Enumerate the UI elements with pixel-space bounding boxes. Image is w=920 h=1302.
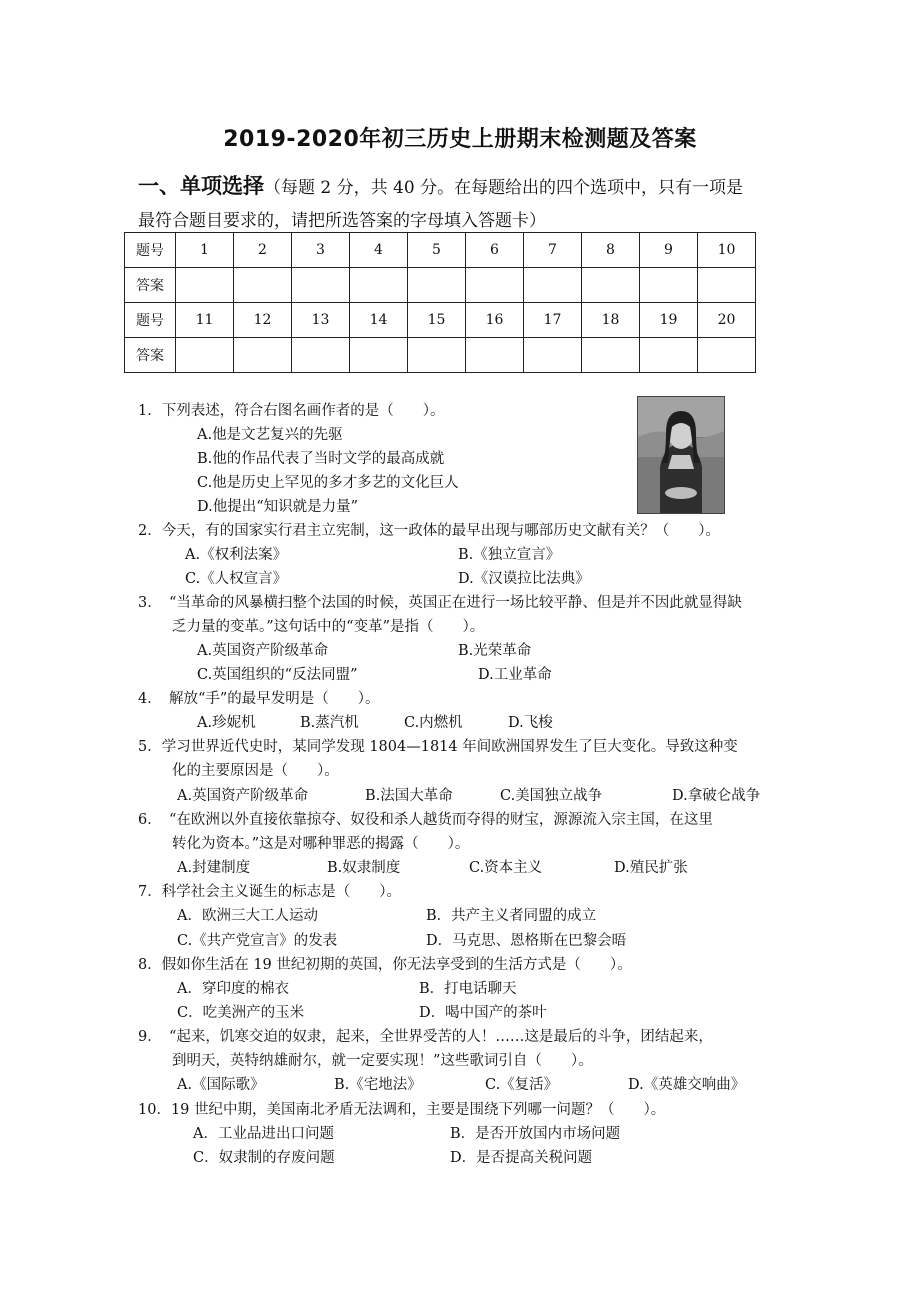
answer-cell[interactable]: [524, 268, 582, 303]
question-1-stem: 1．下列表述，符合右图名画作者的是（ ）。: [138, 403, 445, 419]
answer-cell[interactable]: [698, 338, 756, 373]
question-5-stem: 5．学习世界近代史时，某同学发现 1804—1814 年间欧洲国界发生了巨大变化。导致这种变: [138, 739, 738, 755]
question-7-option-a: A．欧洲三大工人运动: [177, 908, 318, 924]
row-label-number: 题号: [125, 233, 176, 268]
answer-cell[interactable]: [466, 268, 524, 303]
question-9-stem: 9． “起来，饥寒交迫的奴隶，起来，全世界受苦的人！……这是最后的斗争，团结起来，: [138, 1029, 713, 1045]
row-label-answer: 答案: [125, 338, 176, 373]
question-3-option-d: D.工业革命: [478, 667, 552, 683]
question-6-option-a: A.封建制度: [177, 860, 251, 876]
q-number-cell: 10: [698, 233, 756, 268]
q-number-cell: 14: [350, 303, 408, 338]
question-7-stem: 7．科学社会主义诞生的标志是（ ）。: [138, 884, 401, 900]
question-6-option-d: D.殖民扩张: [614, 860, 688, 876]
instruction-line-2: 最符合题目要求的，请把所选答案的字母填入答题卡）: [138, 211, 546, 231]
question-4-option-c: C.内燃机: [404, 715, 463, 731]
answer-cell[interactable]: [408, 268, 466, 303]
q-number-cell: 5: [408, 233, 466, 268]
answer-cell[interactable]: [582, 338, 640, 373]
q-number-cell: 2: [234, 233, 292, 268]
answer-cell[interactable]: [176, 268, 234, 303]
q-number-cell: 9: [640, 233, 698, 268]
question-9-option-a: A.《国际歌》: [177, 1077, 265, 1093]
question-5-stem-continued: 化的主要原因是（ ）。: [172, 763, 339, 779]
section-heading: 一、单项选择: [138, 174, 264, 198]
q-number-cell: 12: [234, 303, 292, 338]
question-4-option-d: D.飞梭: [508, 715, 553, 731]
answer-cell[interactable]: [698, 268, 756, 303]
instruction-line-1: （每题 2 分，共 40 分。在每题给出的四个选项中，只有一项是: [264, 178, 744, 198]
q-number-cell: 15: [408, 303, 466, 338]
answer-cell[interactable]: [234, 268, 292, 303]
q-number-cell: 1: [176, 233, 234, 268]
section-instructions: [138, 170, 790, 238]
question-9-option-d: D.《英雄交响曲》: [628, 1077, 746, 1093]
question-5-option-c: C.美国独立战争: [500, 788, 603, 804]
question-8-option-d: D．喝中国产的茶叶: [419, 1005, 547, 1021]
question-7-option-c: C.《共产党宣言》的发表: [177, 933, 338, 949]
question-3-stem-continued: 乏力量的变革。”这句话中的“变革”是指（ ）。: [172, 619, 485, 635]
question-5-option-a: A.英国资产阶级革命: [177, 788, 309, 804]
question-2-option-b: B.《独立宣言》: [458, 547, 561, 563]
question-3-option-a: A.英国资产阶级革命: [197, 643, 329, 659]
question-7-option-d: D．马克思、恩格斯在巴黎会晤: [426, 933, 627, 949]
answer-cell[interactable]: [350, 268, 408, 303]
question-6-option-c: C.资本主义: [469, 860, 543, 876]
answer-card-table: [124, 232, 756, 373]
question-2-option-c: C.《人权宣言》: [185, 571, 288, 587]
q-number-cell: 19: [640, 303, 698, 338]
question-9-option-b: B.《宅地法》: [334, 1077, 422, 1093]
question-6-option-b: B.奴隶制度: [327, 860, 401, 876]
q-number-cell: 4: [350, 233, 408, 268]
question-2-option-a: A.《权利法案》: [185, 547, 288, 563]
answer-cell[interactable]: [640, 338, 698, 373]
q-number-cell: 16: [466, 303, 524, 338]
question-5-option-b: B.法国大革命: [365, 788, 453, 804]
answer-cell[interactable]: [350, 338, 408, 373]
q-number-cell: 13: [292, 303, 350, 338]
question-8-option-c: C．吃美洲产的玉米: [177, 1005, 305, 1021]
question-3-stem: 3． “当革命的风暴横扫整个法国的时候，英国正在进行一场比较平静、但是并不因此就显得缺: [138, 595, 742, 611]
number-row-1: [125, 233, 756, 268]
question-3-option-b: B.光荣革命: [458, 643, 532, 659]
question-1-option-d: D.他提出“知识就是力量”: [197, 499, 359, 515]
q-number-cell: 8: [582, 233, 640, 268]
question-10-option-a: A．工业品进出口问题: [193, 1126, 334, 1142]
row-label-answer: 答案: [125, 268, 176, 303]
q-number-cell: 7: [524, 233, 582, 268]
answer-cell[interactable]: [582, 268, 640, 303]
question-10-option-d: D．是否提高关税问题: [450, 1150, 593, 1166]
answer-cell[interactable]: [466, 338, 524, 373]
answer-cell[interactable]: [524, 338, 582, 373]
question-4-option-a: A.珍妮机: [197, 715, 256, 731]
question-10-option-b: B．是否开放国内市场问题: [450, 1126, 621, 1142]
question-4-option-b: B.蒸汽机: [300, 715, 359, 731]
question-9-option-c: C.《复活》: [485, 1077, 559, 1093]
question-10-option-c: C．奴隶制的存废问题: [193, 1150, 335, 1166]
q-number-cell: 17: [524, 303, 582, 338]
question-2-stem: 2．今天，有的国家实行君主立宪制，这一政体的最早出现与哪部历史文献有关？（ ）。: [138, 523, 720, 539]
question-7-option-b: B．共产主义者同盟的成立: [426, 908, 597, 924]
page-title: 2019-2020年初三历史上册期末检测题及答案: [223, 127, 697, 152]
answer-row-1: [125, 268, 756, 303]
number-row-2: [125, 303, 756, 338]
answer-cell[interactable]: [234, 338, 292, 373]
question-1-option-c: C.他是历史上罕见的多才多艺的文化巨人: [197, 475, 459, 491]
question-4-stem: 4． 解放“手”的最早发明是（ ）。: [138, 691, 380, 707]
question-3-option-c: C.英国组织的“反法同盟”: [197, 667, 358, 683]
question-5-option-d: D.拿破仑战争: [672, 788, 761, 804]
q-number-cell: 6: [466, 233, 524, 268]
question-8-option-a: A．穿印度的棉衣: [177, 981, 289, 997]
question-1-option-b: B.他的作品代表了当时文学的最高成就: [197, 451, 445, 467]
q-number-cell: 3: [292, 233, 350, 268]
answer-cell[interactable]: [640, 268, 698, 303]
question-6-stem-continued: 转化为资本。”这是对哪种罪恶的揭露（ ）。: [172, 836, 470, 852]
q-number-cell: 18: [582, 303, 640, 338]
question-6-stem: 6． “在欧洲以外直接依靠掠夺、奴役和杀人越货而夺得的财宝，源源流入宗主国，在这里: [138, 812, 713, 828]
q-number-cell: 20: [698, 303, 756, 338]
answer-cell[interactable]: [292, 338, 350, 373]
answer-cell[interactable]: [292, 268, 350, 303]
answer-cell[interactable]: [408, 338, 466, 373]
question-8-option-b: B．打电话聊天: [419, 981, 517, 997]
row-label-number: 题号: [125, 303, 176, 338]
q-number-cell: 11: [176, 303, 234, 338]
question-9-stem-continued: 到明天，英特纳雄耐尔，就一定要实现！”这些歌词引自（ ）。: [172, 1053, 593, 1069]
question-10-stem: 10．19 世纪中期，美国南北矛盾无法调和，主要是围绕下列哪一问题？（ ）。: [138, 1102, 666, 1118]
answer-cell[interactable]: [176, 338, 234, 373]
answer-row-2: [125, 338, 756, 373]
question-8-stem: 8．假如你生活在 19 世纪初期的英国，你无法享受到的生活方式是（ ）。: [138, 957, 632, 973]
question-1-option-a: A.他是文艺复兴的先驱: [197, 427, 343, 443]
question-2-option-d: D.《汉谟拉比法典》: [458, 571, 590, 587]
